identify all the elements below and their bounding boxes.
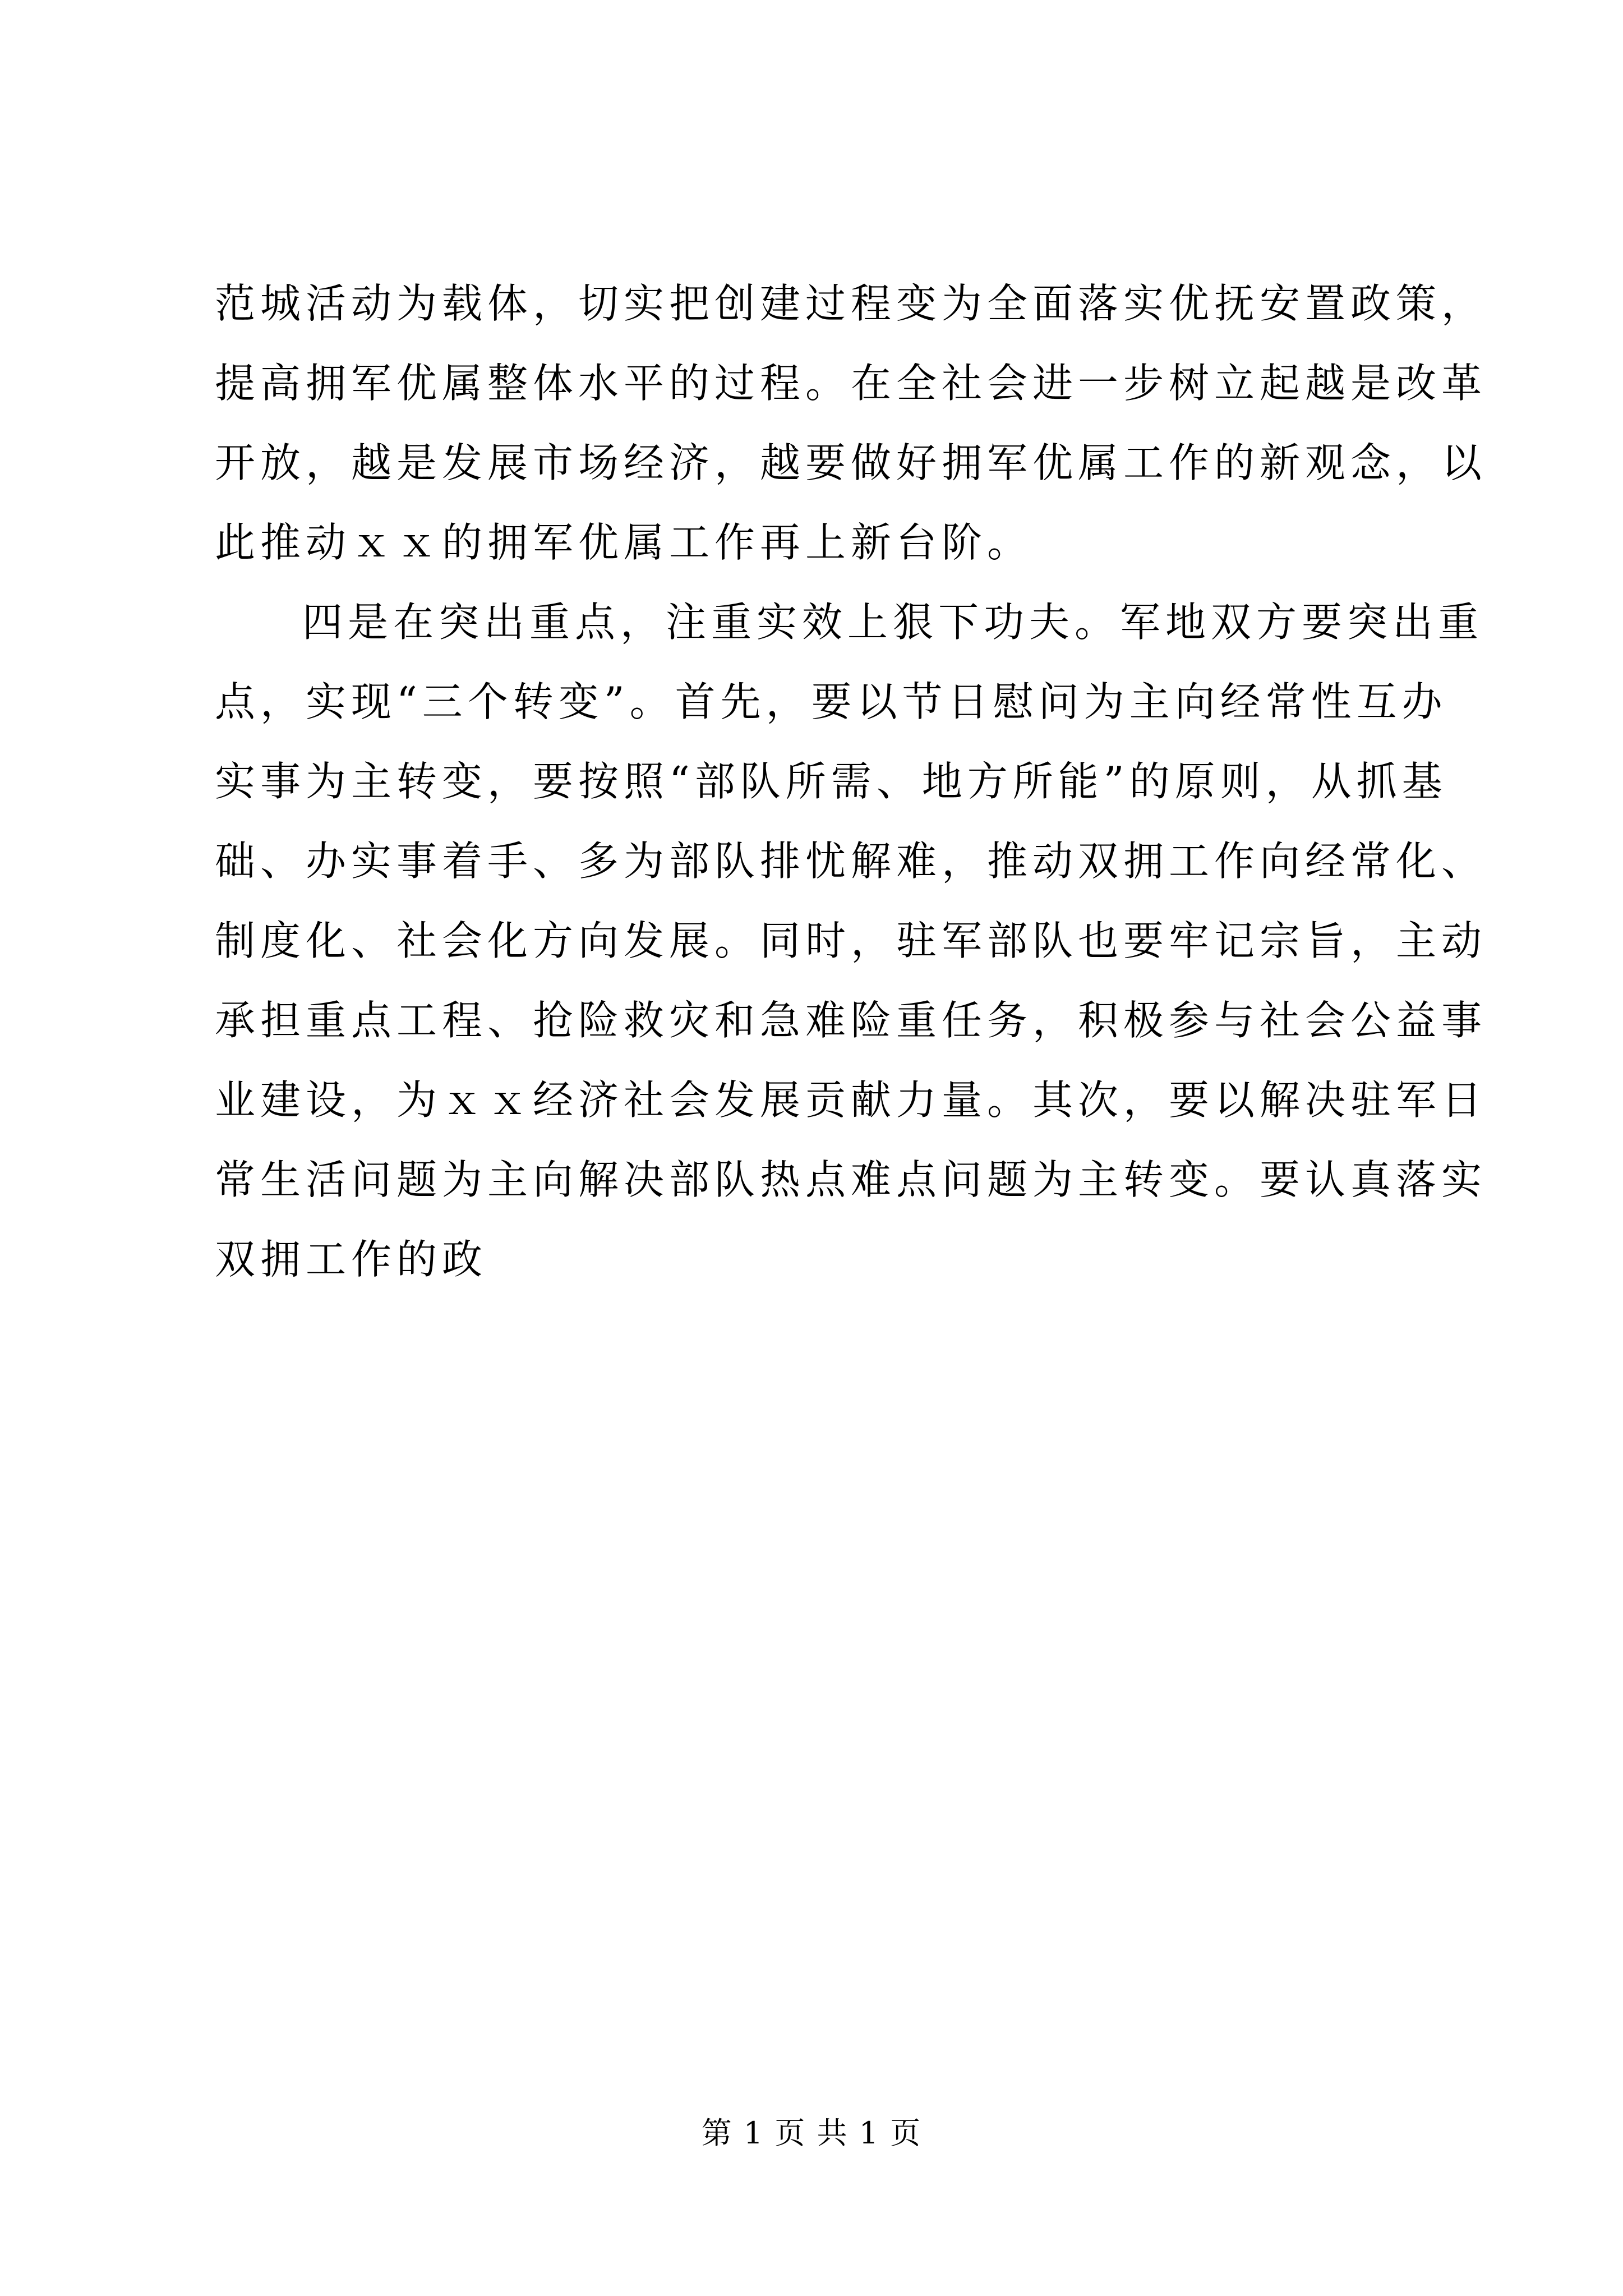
text-line-4: 此推动ｘｘ的拥军优属工作再上新台阶。: [215, 519, 1033, 566]
text-line-1: 范城活动为载体，切实把创建过程变为全面落实优抚安置政策，: [215, 280, 1487, 327]
text-line-12: 常生活问题为主向解决部队热点难点问题为主转变。要认真落实: [215, 1156, 1487, 1203]
text-line-2: 提高拥军优属整体水平的过程。在全社会进一步树立起越是改革: [215, 360, 1487, 407]
text-line-7: 实事为主转变，要按照“部队所需、地方所能”的原则，从抓基: [215, 758, 1447, 805]
text-line-11: 业建设，为ｘｘ经济社会发展贡献力量。其次，要以解决驻军日: [215, 1076, 1487, 1124]
text-line-9: 制度化、社会化方向发展。同时，驻军部队也要牢记宗旨，主动: [215, 917, 1487, 964]
text-line-6: 点，实现“三个转变”。首先，要以节日慰问为主向经常性互办: [215, 678, 1447, 725]
page-footer: [0, 2114, 1623, 2153]
text-line-3: 开放，越是发展市场经济，越要做好拥军优属工作的新观念，以: [215, 439, 1487, 486]
text-line-5: 四是在突出重点，注重实效上狠下功夫。军地双方要突出重: [302, 599, 1484, 646]
page-number-label: 第 1 页 共 1 页: [701, 2115, 922, 2151]
text-line-8: 础、办实事着手、多为部队排忧解难，推动双拥工作向经常化、: [215, 838, 1487, 885]
text-line-13: 双拥工作的政: [215, 1236, 488, 1283]
body-text: [215, 264, 1487, 1299]
text-line-10: 承担重点工程、抢险救灾和急难险重任务，积极参与社会公益事: [215, 997, 1487, 1044]
